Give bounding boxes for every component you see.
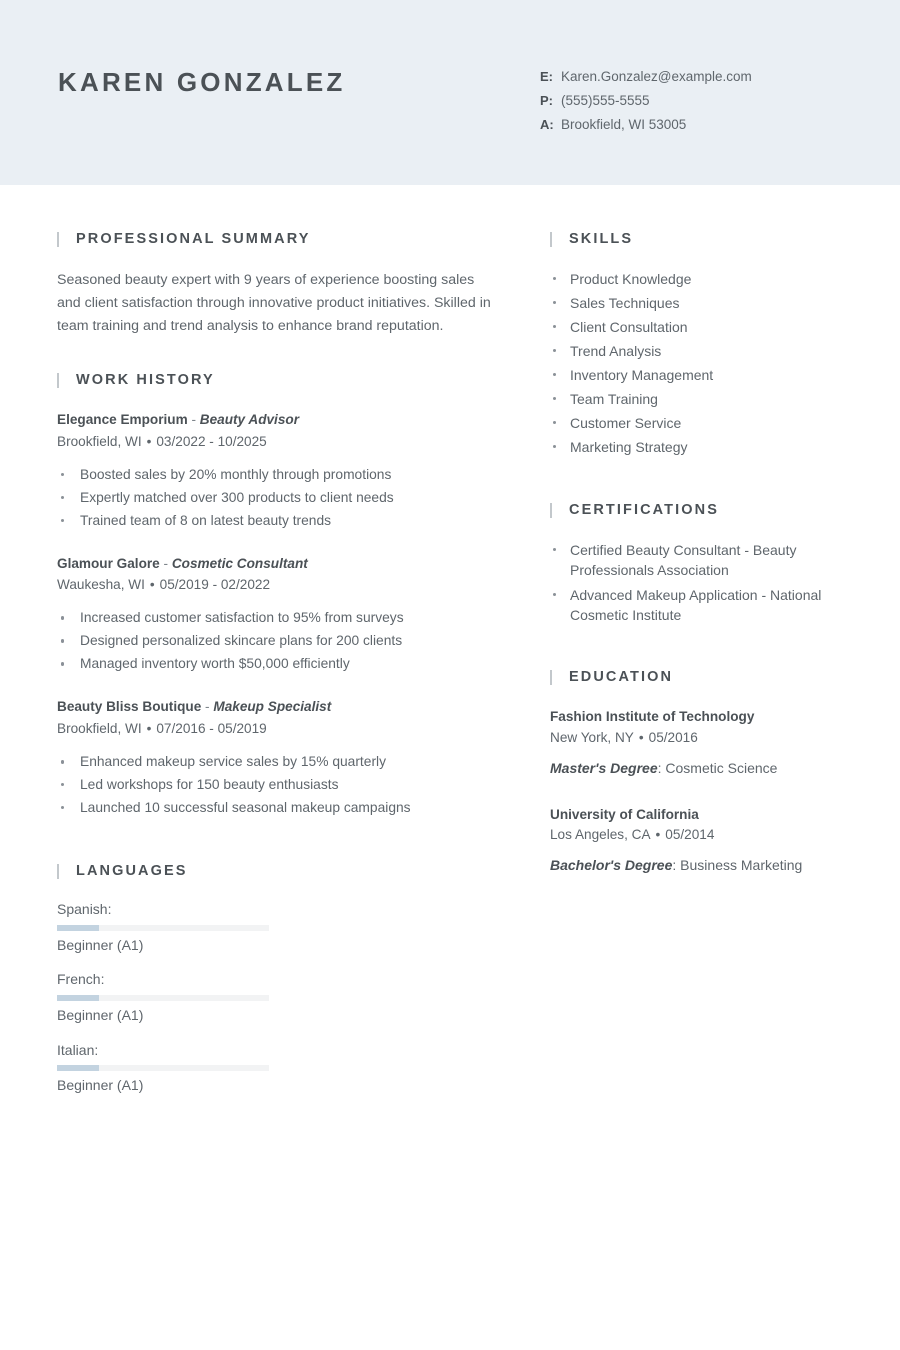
education-location: New York, NY bbox=[550, 729, 634, 745]
contact-email-value[interactable]: Karen.Gonzalez@example.com bbox=[561, 69, 752, 84]
section-accent-bar-icon bbox=[57, 232, 59, 247]
job-bullet-list bbox=[57, 608, 497, 675]
contact-row-email bbox=[540, 69, 752, 86]
job-heading bbox=[57, 554, 497, 574]
contact-address-value: Brookfield, WI 53005 bbox=[561, 116, 687, 132]
language-name: Spanish: bbox=[57, 901, 112, 918]
section-accent-bar-icon bbox=[550, 232, 552, 247]
list-item: Trained team of 8 on latest beauty trends bbox=[57, 511, 497, 532]
job-title: Beauty Advisor bbox=[199, 412, 299, 427]
email-icon: E: bbox=[540, 69, 553, 84]
language-item-spanish bbox=[57, 901, 269, 954]
job-dates: 05/2019 - 02/2022 bbox=[159, 577, 271, 593]
section-work-history bbox=[57, 372, 497, 819]
job-bullet-list bbox=[57, 752, 497, 819]
address-icon: A: bbox=[540, 116, 554, 132]
section-heading-work-history bbox=[57, 372, 497, 388]
contact-block bbox=[540, 69, 752, 141]
section-professional-summary bbox=[57, 231, 497, 338]
language-proficiency-track bbox=[57, 925, 269, 931]
skills-list bbox=[550, 269, 850, 458]
job-company: Beauty Bliss Boutique bbox=[57, 699, 202, 715]
summary-text: Seasoned beauty expert with 9 years of experience boosting sales and client satisfaction through innovative product initiatives. Skilled in team training and trend analysis to enhance brand reputation. bbox=[57, 272, 491, 334]
job-separator: - bbox=[201, 699, 214, 715]
education-date: 05/2016 bbox=[648, 729, 698, 745]
section-heading-certifications bbox=[550, 502, 850, 518]
section-education bbox=[550, 669, 850, 876]
section-skills bbox=[550, 231, 850, 458]
language-level: Beginner (A1) bbox=[57, 1007, 144, 1024]
right-column bbox=[550, 231, 850, 910]
job-heading bbox=[57, 697, 497, 717]
job-dates: 07/2016 - 05/2019 bbox=[156, 721, 267, 737]
contact-row-phone bbox=[540, 93, 752, 110]
section-accent-bar-icon bbox=[57, 373, 59, 388]
language-proficiency-fill bbox=[57, 925, 99, 931]
section-accent-bar-icon bbox=[57, 864, 59, 879]
education-degree-field: : Cosmetic Science bbox=[657, 759, 778, 776]
list-item: Product Knowledge bbox=[550, 269, 850, 290]
job-location: Waukesha, WI bbox=[57, 577, 145, 593]
job-bullet-list bbox=[57, 465, 497, 532]
education-date: 05/2014 bbox=[665, 827, 715, 843]
language-level: Beginner (A1) bbox=[57, 936, 144, 953]
list-item: Client Consultation bbox=[550, 317, 850, 338]
education-meta bbox=[550, 824, 850, 845]
bullet-separator-icon: • bbox=[149, 577, 155, 593]
page-title: KAREN GONZALEZ bbox=[58, 67, 346, 97]
section-heading-label: CERTIFICATIONS bbox=[569, 502, 719, 518]
list-item: Team Training bbox=[550, 389, 850, 410]
list-item: Enhanced makeup service sales by 15% quarterly bbox=[57, 752, 497, 773]
section-heading-label: LANGUAGES bbox=[76, 863, 188, 880]
job-location: Brookfield, WI bbox=[57, 721, 142, 737]
list-item: Boosted sales by 20% monthly through promotions bbox=[57, 465, 497, 486]
education-location: Los Angeles, CA bbox=[550, 827, 651, 843]
job-meta bbox=[57, 574, 497, 595]
education-school: Fashion Institute of Technology bbox=[550, 709, 755, 725]
job-title: Cosmetic Consultant bbox=[171, 555, 308, 571]
bullet-separator-icon: • bbox=[655, 827, 661, 843]
section-heading-education bbox=[550, 669, 850, 685]
phone-icon: P: bbox=[540, 92, 553, 108]
bullet-separator-icon: • bbox=[638, 729, 644, 745]
language-item-italian bbox=[57, 1042, 269, 1095]
job-location: Brookfield, WI bbox=[57, 433, 142, 449]
section-heading-languages bbox=[57, 863, 497, 879]
list-item: Increased customer satisfaction to 95% from surveys bbox=[57, 608, 497, 629]
language-item-french bbox=[57, 971, 269, 1024]
list-item: Advanced Makeup Application - National Cosmetic Institute bbox=[550, 585, 850, 626]
education-degree bbox=[550, 856, 850, 876]
job-separator: - bbox=[187, 412, 200, 427]
job-heading bbox=[57, 410, 497, 430]
job-title: Makeup Specialist bbox=[213, 699, 332, 715]
list-item: Marketing Strategy bbox=[550, 437, 850, 458]
section-heading-label: WORK HISTORY bbox=[76, 372, 215, 388]
education-degree bbox=[550, 759, 850, 779]
list-item: Managed inventory worth $50,000 efficiently bbox=[57, 654, 497, 675]
section-heading-skills bbox=[550, 231, 850, 247]
language-proficiency-track bbox=[57, 995, 269, 1001]
section-languages bbox=[57, 863, 497, 1112]
list-item: Sales Techniques bbox=[550, 293, 850, 314]
job-company: Glamour Galore bbox=[57, 555, 160, 571]
list-item: Launched 10 successful seasonal makeup campaigns bbox=[57, 798, 497, 819]
education-entry bbox=[550, 707, 850, 778]
job-separator: - bbox=[159, 555, 172, 571]
education-school: University of California bbox=[550, 806, 699, 822]
contact-phone-value[interactable]: (555)555-5555 bbox=[561, 92, 650, 108]
language-name: Italian: bbox=[57, 1041, 99, 1058]
section-certifications bbox=[550, 502, 850, 625]
section-heading-professional-summary bbox=[57, 231, 497, 247]
contact-row-address bbox=[540, 117, 752, 134]
section-accent-bar-icon bbox=[550, 670, 552, 685]
work-history-entry bbox=[57, 410, 497, 532]
education-degree-label: Bachelor's Degree bbox=[550, 857, 673, 874]
bullet-separator-icon: • bbox=[146, 433, 152, 449]
job-meta bbox=[57, 718, 497, 739]
certifications-list bbox=[550, 540, 850, 625]
list-item: Certified Beauty Consultant - Beauty Professionals Association bbox=[550, 540, 850, 581]
resume-header bbox=[0, 0, 900, 185]
job-company: Elegance Emporium bbox=[57, 412, 188, 427]
list-item: Inventory Management bbox=[550, 365, 850, 386]
job-meta bbox=[57, 431, 497, 452]
education-degree-label: Master's Degree bbox=[550, 759, 658, 776]
language-name: French: bbox=[57, 971, 105, 988]
language-proficiency-fill bbox=[57, 995, 99, 1001]
language-proficiency-track bbox=[57, 1065, 269, 1071]
section-accent-bar-icon bbox=[550, 503, 552, 518]
bullet-separator-icon: • bbox=[146, 721, 152, 737]
job-dates: 03/2022 - 10/2025 bbox=[156, 433, 267, 449]
language-level: Beginner (A1) bbox=[57, 1077, 144, 1094]
list-item: Expertly matched over 300 products to client needs bbox=[57, 488, 497, 509]
work-history-entry bbox=[57, 697, 497, 819]
work-history-entry bbox=[57, 554, 497, 676]
education-meta bbox=[550, 727, 850, 748]
list-item: Customer Service bbox=[550, 413, 850, 434]
list-item: Designed personalized skincare plans for 200 clients bbox=[57, 631, 497, 652]
language-proficiency-fill bbox=[57, 1065, 99, 1071]
education-entry bbox=[550, 805, 850, 876]
section-heading-label: EDUCATION bbox=[569, 669, 674, 686]
education-degree-field: : Business Marketing bbox=[672, 857, 803, 874]
languages-grid bbox=[57, 901, 497, 1112]
left-column bbox=[57, 231, 497, 1146]
section-heading-label: SKILLS bbox=[569, 231, 634, 247]
section-heading-label: PROFESSIONAL SUMMARY bbox=[76, 231, 311, 247]
list-item: Led workshops for 150 beauty enthusiasts bbox=[57, 775, 497, 796]
list-item: Trend Analysis bbox=[550, 341, 850, 362]
